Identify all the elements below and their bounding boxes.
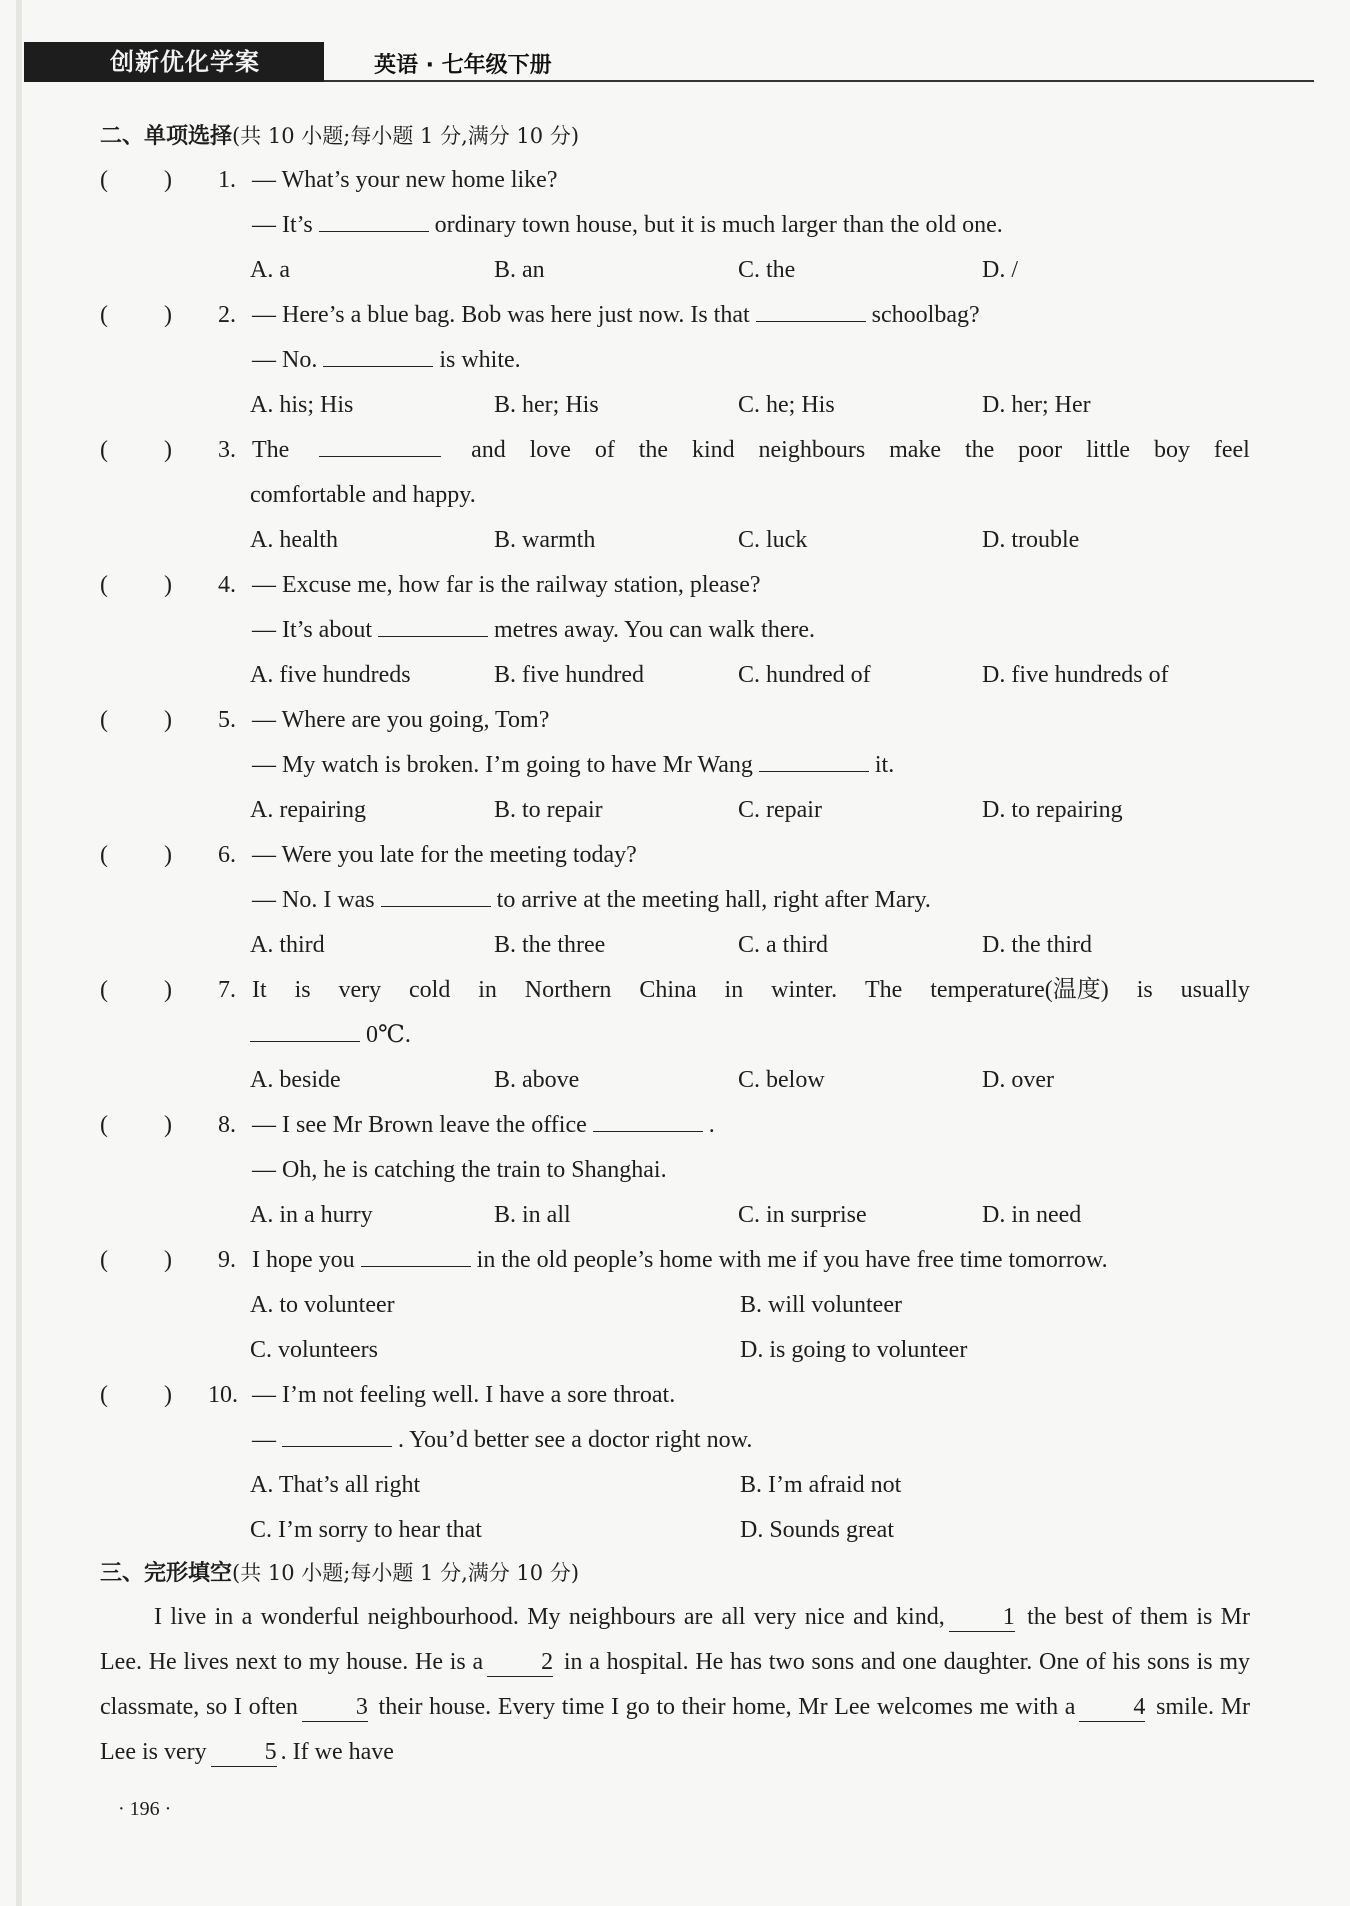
option-d[interactable]: D. Sounds great [740, 1517, 894, 1543]
question-text: . [708, 1112, 715, 1138]
question-text: in the old people’s home with me if you have free time tomorrow. [476, 1247, 1108, 1273]
section3-note: (共 10 小题;每小题 1 分,满分 10 分) [232, 1561, 580, 1585]
section2-title [100, 118, 1250, 158]
option-b[interactable]: B. above [494, 1067, 580, 1093]
option-a[interactable]: A. health [250, 527, 338, 553]
passage-text: their house. Every time I go to their home, Mr Lee welcomes me with a [378, 1694, 1076, 1720]
question-4 [100, 563, 1250, 698]
option-d[interactable]: D. to repairing [982, 797, 1123, 823]
book-title: 英语 · 七年级下册 [374, 53, 552, 78]
question-number: 8. [218, 1112, 236, 1138]
option-a[interactable]: A. to volunteer [250, 1292, 395, 1318]
option-a[interactable]: A. five hundreds [250, 662, 411, 688]
question-stem: — Excuse me, how far is the railway station, please? [252, 572, 761, 598]
answer-blank[interactable] [759, 745, 869, 772]
option-d[interactable]: D. over [982, 1067, 1054, 1093]
answer-blank[interactable] [323, 340, 433, 367]
question-8 [100, 1103, 1250, 1238]
word: very [338, 977, 382, 1003]
question-number: 10. [208, 1382, 238, 1408]
cloze-blank-3[interactable]: 3 [302, 1693, 368, 1722]
option-b[interactable]: B. in all [494, 1202, 571, 1228]
question-text: metres away. You can walk there. [494, 617, 816, 643]
passage-text: smile. Mr Lee is very [100, 1694, 1251, 1765]
word: neighbours [758, 437, 866, 463]
question-5 [100, 698, 1250, 833]
answer-blank[interactable] [319, 430, 441, 457]
option-c[interactable]: C. he; His [738, 392, 835, 418]
question-6 [100, 833, 1250, 968]
option-a[interactable]: A. in a hurry [250, 1202, 373, 1228]
option-c[interactable]: C. the [738, 257, 796, 283]
question-number: 3. [218, 437, 236, 463]
word: and [471, 437, 506, 463]
question-2 [100, 293, 1250, 428]
question-3 [100, 428, 1250, 563]
question-text: — My watch is broken. I’m going to have Mr Wang [252, 752, 753, 778]
word: The [865, 977, 903, 1003]
question-text: schoolbag? [871, 302, 980, 328]
option-b[interactable]: B. warmth [494, 527, 596, 553]
word: little [1086, 437, 1131, 463]
section2-note: (共 10 小题;每小题 1 分,满分 10 分) [232, 124, 580, 148]
word: love [529, 437, 571, 463]
word: kind [691, 437, 735, 463]
option-a[interactable]: A. a [250, 257, 290, 283]
section3-heading: 三、完形填空 [100, 1561, 233, 1586]
word: usually [1180, 977, 1250, 1003]
option-a[interactable]: A. third [250, 932, 325, 958]
option-c[interactable]: C. I’m sorry to hear that [250, 1517, 482, 1543]
question-text: — [252, 1427, 276, 1453]
question-7 [100, 968, 1250, 1103]
question-stem: — I’m not feeling well. I have a sore throat. [252, 1382, 676, 1408]
word: in [478, 977, 497, 1003]
option-d[interactable]: D. five hundreds of [982, 662, 1169, 688]
word: feel [1213, 437, 1250, 463]
option-b[interactable]: B. will volunteer [740, 1292, 902, 1318]
word: in [724, 977, 744, 1003]
question-stem [252, 428, 1250, 473]
question-10 [100, 1373, 1250, 1553]
word: of [594, 437, 615, 463]
option-a[interactable]: A. beside [250, 1067, 341, 1093]
answer-blank[interactable] [361, 1240, 471, 1267]
word: China [639, 977, 697, 1003]
question-text: — Oh, he is catching the train to Shanghai. [252, 1157, 667, 1183]
option-b[interactable]: B. to repair [494, 797, 603, 823]
option-d[interactable]: D. / [982, 257, 1018, 283]
word: winter. [771, 977, 838, 1003]
answer-blank[interactable] [250, 1015, 360, 1042]
page-number: · 196 · [118, 1798, 172, 1820]
question-text: it. [874, 752, 895, 778]
passage-text: . If we have [280, 1739, 394, 1765]
question-text: ordinary town house, but it is much larger than the old one. [434, 212, 1003, 238]
answer-paren[interactable]: ( ) [100, 572, 172, 598]
option-c[interactable]: C. a third [738, 932, 828, 958]
cloze-blank-4[interactable]: 4 [1079, 1693, 1145, 1722]
question-number: 9. [218, 1247, 236, 1273]
question-text: is white. [439, 347, 521, 373]
word: poor [1018, 437, 1063, 463]
word: It [252, 977, 267, 1003]
section3-title [100, 1555, 1250, 1595]
question-number: 6. [218, 842, 236, 868]
answer-blank[interactable] [381, 880, 491, 907]
question-number: 1. [218, 167, 236, 193]
option-b[interactable]: B. an [494, 257, 545, 283]
option-a[interactable]: A. That’s all right [250, 1472, 421, 1498]
option-b[interactable]: B. the three [494, 932, 606, 958]
answer-blank[interactable] [319, 205, 429, 232]
option-c[interactable]: C. volunteers [250, 1337, 378, 1363]
question-text: — No. [252, 347, 318, 373]
option-d[interactable]: D. trouble [982, 527, 1080, 553]
question-stem: I hope you [252, 1247, 355, 1273]
question-text: comfortable and happy. [250, 482, 476, 508]
option-c[interactable]: C. in surprise [738, 1202, 867, 1228]
word: make [889, 437, 942, 463]
option-a[interactable]: A. his; His [250, 392, 354, 418]
question-stem [252, 968, 1250, 1013]
header-rule [324, 80, 1314, 82]
passage-text: I live in a wonderful neighbourhood. My neighbours are all very nice and kind, [154, 1604, 945, 1630]
page-edge [16, 0, 22, 1906]
answer-paren[interactable]: ( ) [100, 707, 172, 733]
answer-paren[interactable]: ( ) [100, 1382, 172, 1408]
question-stem: — Were you late for the meeting today? [252, 842, 637, 868]
answer-blank[interactable] [756, 295, 866, 322]
answer-paren[interactable]: ( ) [100, 437, 172, 463]
brand-logo [24, 42, 324, 82]
cloze-blank-2[interactable]: 2 [487, 1648, 553, 1677]
answer-blank[interactable] [593, 1105, 703, 1132]
option-b[interactable]: B. five hundred [494, 662, 644, 688]
passage-text: the best of them is Mr Lee. He lives next to my house. He is a [100, 1604, 1250, 1675]
question-text: . You’d better see a doctor right now. [398, 1427, 753, 1453]
question-stem: — Where are you going, Tom? [252, 707, 550, 733]
question-number: 4. [218, 572, 236, 598]
question-text: — No. I was [252, 887, 375, 913]
question-number: 5. [218, 707, 236, 733]
question-stem: — I see Mr Brown leave the office [252, 1112, 587, 1138]
option-c[interactable]: C. luck [738, 527, 808, 553]
option-b[interactable]: B. her; His [494, 392, 599, 418]
option-c[interactable]: C. below [738, 1067, 825, 1093]
brand-text: 创新优化学案 [110, 48, 260, 76]
question-text: — It’s [252, 212, 313, 238]
section2-heading: 二、单项选择 [100, 124, 233, 149]
question-number: 7. [218, 977, 236, 1003]
answer-paren[interactable]: ( ) [100, 1112, 172, 1138]
question-1 [100, 158, 1250, 293]
word: is [1136, 977, 1153, 1003]
answer-paren[interactable]: ( ) [100, 1247, 172, 1273]
word: The [252, 437, 290, 463]
word: is [294, 977, 311, 1003]
cloze-passage [100, 1595, 1250, 1775]
question-stem: — Here’s a blue bag. Bob was here just now. Is that [252, 302, 750, 328]
question-number: 2. [218, 302, 236, 328]
question-9 [100, 1238, 1250, 1373]
option-c[interactable]: C. hundred of [738, 662, 871, 688]
question-text: to arrive at the meeting hall, right after Mary. [496, 887, 931, 913]
question-text: 0℃. [366, 1022, 411, 1048]
question-text: — It’s about [252, 617, 372, 643]
worksheet-content [100, 118, 1250, 1775]
word: the [964, 437, 995, 463]
word: temperature(温度) [930, 977, 1109, 1003]
option-d[interactable]: D. her; Her [982, 392, 1091, 418]
option-a[interactable]: A. repairing [250, 797, 366, 823]
word: Northern [524, 977, 612, 1003]
answer-blank[interactable] [282, 1420, 392, 1447]
cloze-blank-5[interactable]: 5 [211, 1738, 277, 1767]
answer-paren[interactable]: ( ) [100, 302, 172, 328]
answer-paren[interactable]: ( ) [100, 977, 172, 1003]
answer-paren[interactable]: ( ) [100, 167, 172, 193]
page-header [24, 42, 1294, 90]
answer-blank[interactable] [378, 610, 488, 637]
option-d[interactable]: D. in need [982, 1202, 1082, 1228]
option-b[interactable]: B. I’m afraid not [740, 1472, 902, 1498]
option-d[interactable]: D. the third [982, 932, 1092, 958]
option-c[interactable]: C. repair [738, 797, 822, 823]
word: boy [1153, 437, 1190, 463]
word: cold [409, 977, 451, 1003]
answer-paren[interactable]: ( ) [100, 842, 172, 868]
option-d[interactable]: D. is going to volunteer [740, 1337, 968, 1363]
passage-text: in a hospital. He has two sons and one daughter. One of his sons is my classmate, so I often [100, 1649, 1250, 1720]
question-stem: — What’s your new home like? [252, 167, 558, 193]
word: the [638, 437, 669, 463]
cloze-blank-1[interactable]: 1 [949, 1603, 1015, 1632]
